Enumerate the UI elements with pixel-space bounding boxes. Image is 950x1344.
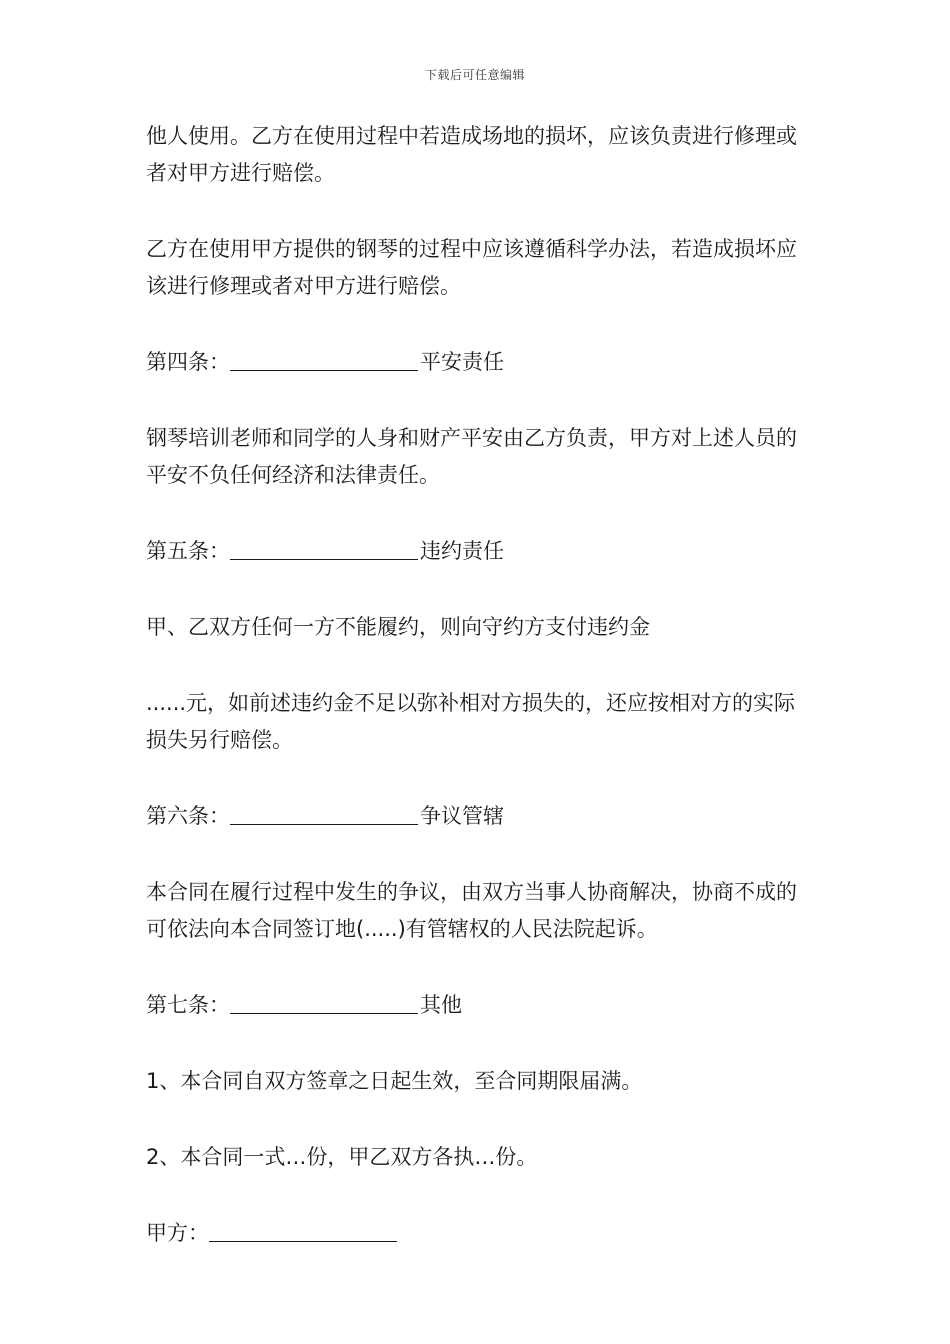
page-header: 下载后可任意编辑 xyxy=(424,68,525,82)
paragraph-safety: 钢琴培训老师和同学的人身和财产平安由乙方负责，甲方对上述人员的平安不负任何经济和法律责任。 xyxy=(146,426,797,487)
paragraph-dispute: 本合同在履行过程中发生的争议，由双方当事人协商解决，协商不成的可依法向本合同签订地(.....)有管辖权的人民法院起诉。 xyxy=(146,880,797,941)
article-4-heading xyxy=(146,344,810,381)
paragraph-penalty: ......元，如前述违约金不足以弥补相对方损失的，还应按相对方的实际损失另行赔偿。 xyxy=(146,691,796,752)
article-7-blank-line xyxy=(230,993,418,1014)
clause-copies: 2、本合同一式…份，甲乙双方各执…份。 xyxy=(146,1145,538,1169)
article-7-heading xyxy=(146,987,810,1024)
clause-effective: 1、本合同自双方签章之日起生效，至合同期限届满。 xyxy=(146,1069,643,1093)
article-5-heading xyxy=(146,533,810,570)
article-7-title: 其他 xyxy=(420,993,462,1017)
article-4-blank-line xyxy=(230,350,418,371)
article-4-title: 平安责任 xyxy=(420,350,504,374)
document-body xyxy=(146,118,810,1252)
paragraph-breach: 甲、乙双方任何一方不能履约，则向守约方支付违约金 xyxy=(146,615,650,639)
article-7-label: 第七条： xyxy=(146,993,230,1017)
article-5-blank-line xyxy=(230,539,418,560)
article-5-label: 第五条： xyxy=(146,539,230,563)
article-6-label: 第六条： xyxy=(146,804,230,828)
article-4-label: 第四条： xyxy=(146,350,230,374)
party-a-label: 甲方： xyxy=(146,1221,209,1245)
party-a-signature-line xyxy=(146,1215,810,1252)
article-6-blank-line xyxy=(230,804,418,825)
paragraph-site-damage: 他人使用。乙方在使用过程中若造成场地的损坏，应该负责进行修理或者对甲方进行赔偿。 xyxy=(146,124,797,185)
paragraph-piano-use: 乙方在使用甲方提供的钢琴的过程中应该遵循科学办法，若造成损坏应该进行修理或者对甲方进行赔偿。 xyxy=(146,237,797,298)
article-6-heading xyxy=(146,798,810,835)
party-a-blank-line xyxy=(209,1221,397,1242)
article-6-title: 争议管辖 xyxy=(420,804,504,828)
article-5-title: 违约责任 xyxy=(420,539,504,563)
